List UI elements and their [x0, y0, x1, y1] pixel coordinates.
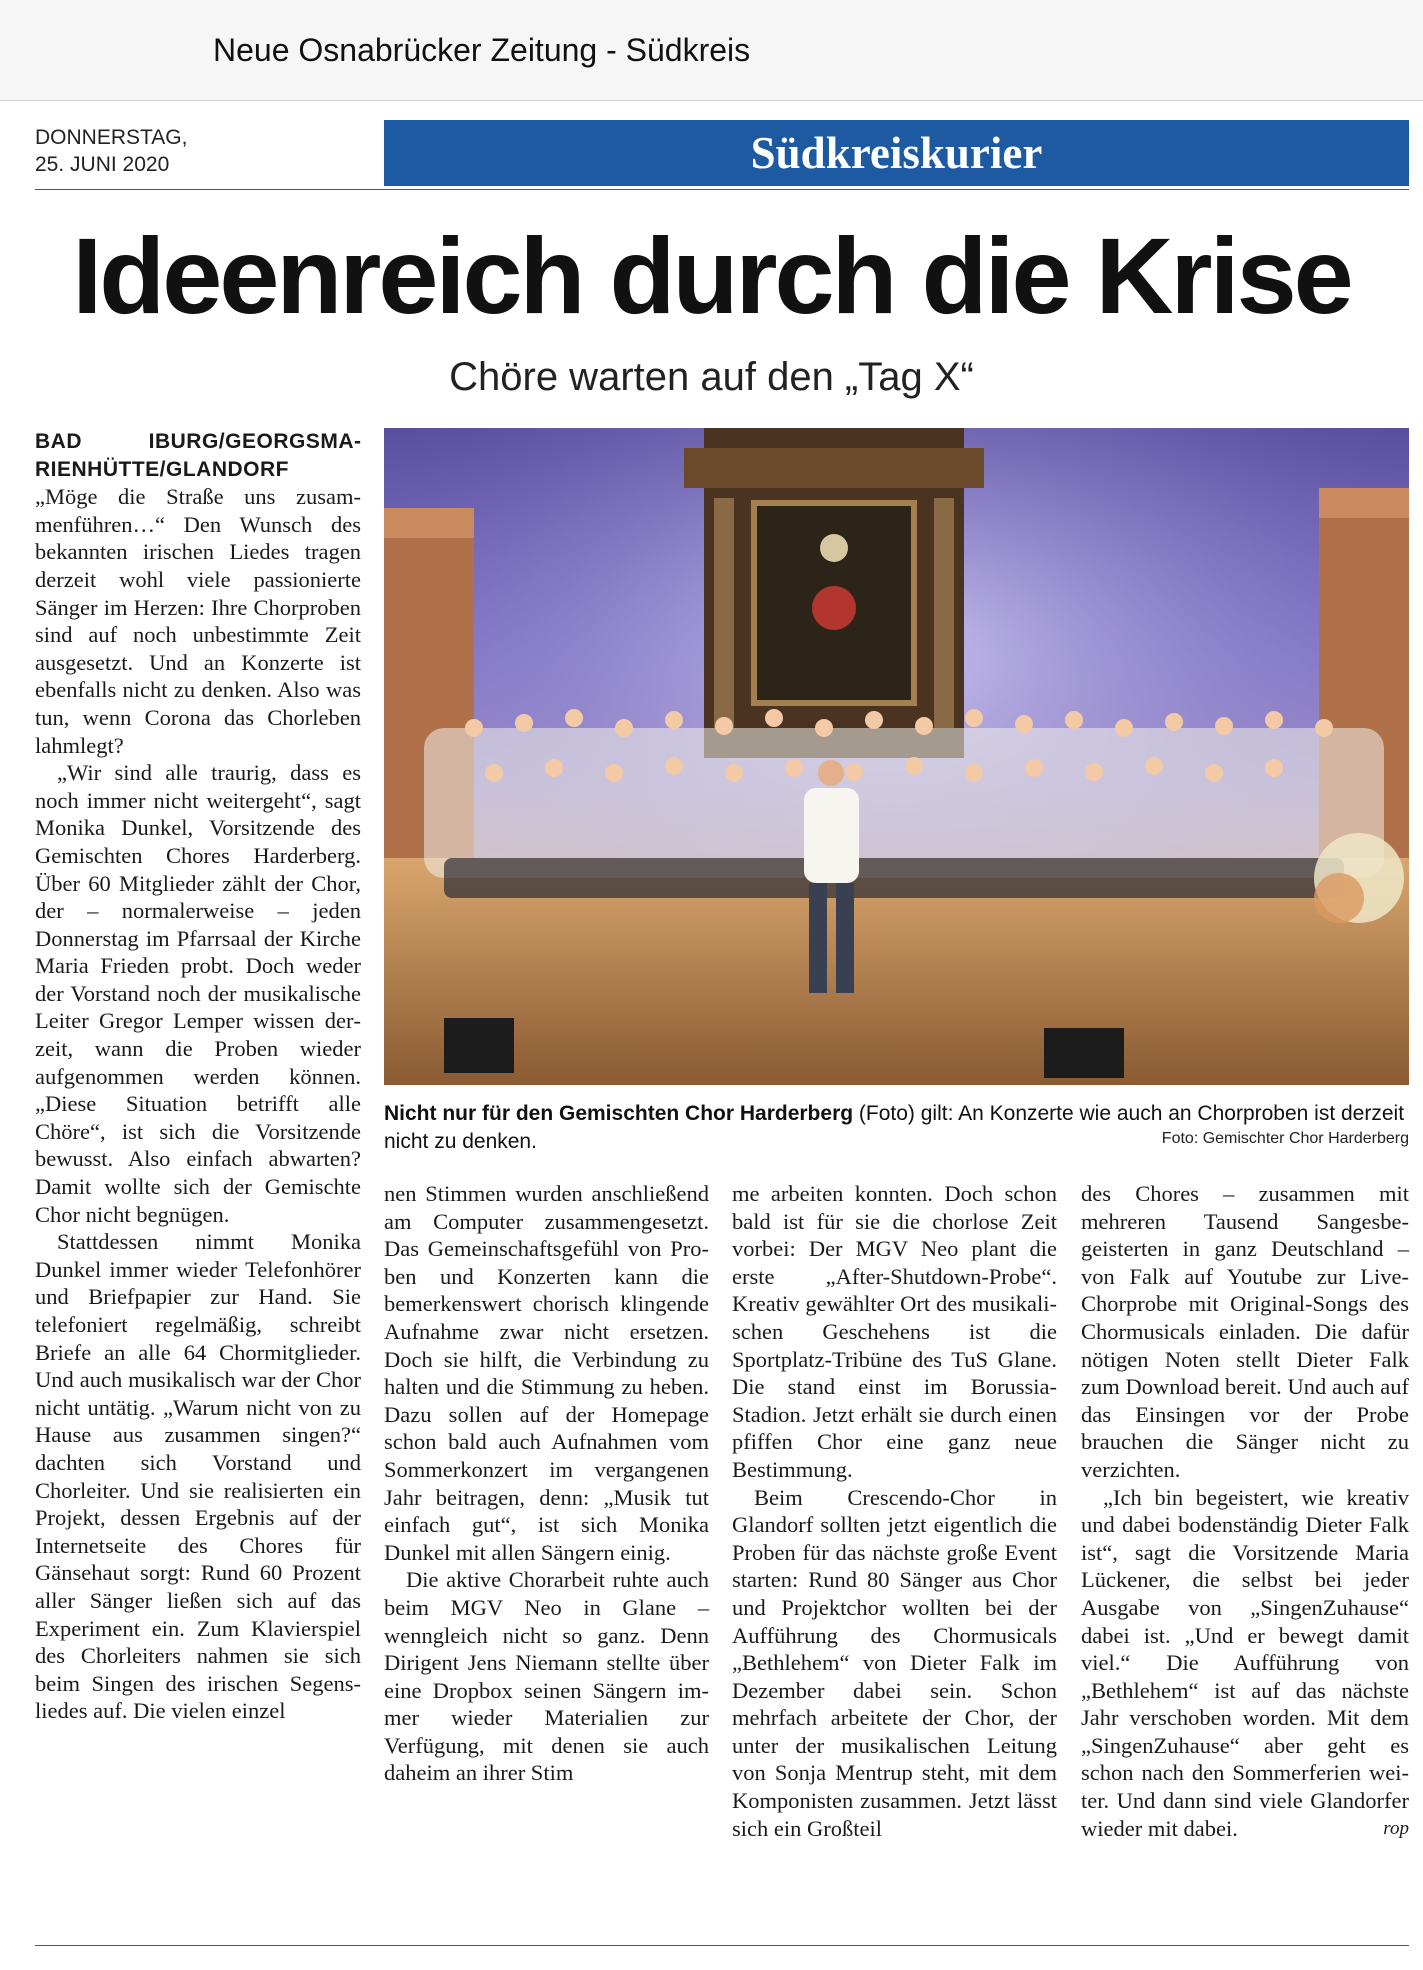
- issue-weekday: DONNERSTAG,: [35, 126, 188, 149]
- paragraph: me arbeiten konnten. Doch schon bald ist für sie die chorlose Zeit vorbei: Der MGV Neo plant die erste „After-Shutdown-Probe“. Kreativ gewählter Ort des musikalischen Geschehens ist die Sportplatz-Tribüne des TuS Glane. Die stand einst im Borussia-Stadion. Jetzt erhält sie durch einen pfiffen Chor eine ganz neue Bestimmung.: [732, 1181, 1057, 1482]
- article-column-1: [35, 428, 361, 1725]
- choir-photo: [384, 428, 1409, 1085]
- app-title-bar: [0, 0, 1423, 101]
- bottom-divider: [35, 1945, 1409, 1946]
- paragraph: nen Stimmen wurden anschließend am Computer zusammengesetzt. Das Gemeinschaftsgefühl von Proben und Konzerten kann die bemerkenswert chorisch klingende Aufnahme zwar nicht ersetzen. Doch sie hilft, die Verbindung zu halten und die Stimmung zu heben. Dazu sollen auf der Homepage schon bald auch Aufnahmen vom Sommerkonzert im vergangenen Jahr beitragen, denn: „Musik tut einfach gut“, ist sich Monika Dunkel mit allen Sängern einig.: [384, 1181, 709, 1565]
- article-column-2: [384, 1180, 709, 1787]
- choir-photo-illustration: [384, 428, 1409, 1085]
- paragraph-text: „Ich bin begeistert, wie kreativ und dabei bodenständig Dieter Falk ist“, sagt die Vorsitzende Maria Lückener, die selbst bei jeder Ausgabe von „SingenZuhause“ dabei ist. „Und er bewegt damit viel.“ Die Aufführung von „Bethlehem“ ist auf das nächste Jahr verschoben worden. Mit dem „SingenZuhause“ aber geht es schon nach den Sommerferien weiter. Und dann sind viele Glandorfer wieder mit dabei.: [1081, 1484, 1409, 1841]
- paragraph: [1081, 1484, 1409, 1843]
- app-title: Neue Osnabrücker Zeitung - Südkreis: [213, 32, 751, 68]
- issue-day: 25. JUNI 2020: [35, 153, 170, 176]
- paragraph: Die aktive Chorarbeit ruhte auch beim MGV Neo in Glane – wenngleich nicht so ganz. Denn Dirigent Jens Niemann stellte über eine Dropbox seinen Sängern immer wieder Materialien zur Verfügung, mit denen sie auch daheim an ihrer Stim: [384, 1567, 709, 1786]
- section-name: Südkreiskurier: [750, 128, 1043, 178]
- article-headline: Ideenreich durch die Krise: [72, 215, 1351, 336]
- article-subheadline: Chöre warten auf den „Tag X“: [449, 355, 974, 399]
- issue-date: [35, 124, 187, 178]
- paragraph: Beim Crescendo-Chor in Glandorf sollten jetzt eigentlich die Proben für das nächste große Event starten: Rund 80 Sänger aus Chor und Projektchor wollten bei der Aufführung des Chormusicals „Bethlehem“ von Dieter Falk im Dezember dabei sein. Schon mehrfach arbeitete der Chor, der unter der musikalischen Leitung von Sonja Mentrup steht, mit dem Komponisten zusammen. Jetzt lässt sich ein Großteil: [732, 1484, 1057, 1841]
- top-divider: [35, 189, 1409, 190]
- paragraph: „Wir sind alle traurig, dass es noch immer nicht weitergeht“, sagt Monika Dunkel, Vorsitzende des Gemischten Chores Harderberg. Über 60 Mitglieder zählt der Chor, der – normalerweise – jeden Donnerstag im Pfarrsaal der Kirche Maria Frieden probt. Doch weder der Vorstand noch der musikalische Leiter Gregor Lemper wissen derzeit, wann die Proben wieder aufgenommen werden können. „Diese Situation betrifft alle Chöre“, ist sich die Vorsitzende bewusst. Also einfach abwarten? Damit wollte sich der Gemischte Chor nicht begnügen.: [35, 760, 361, 1227]
- paragraph: des Chores – zusammen mit mehreren Tausend Sangesbegeisterten in ganz Deutschland – von Falk auf Youtube zur Live-Chorprobe mit Original-Songs des Chormusicals einladen. Die dafür nötigen Noten stellt Dieter Falk zum Download bereit. Und auch auf das Einsingen vor der Probe brauchen die Sänger nicht zu verzichten.: [1081, 1181, 1409, 1482]
- section-banner: [384, 120, 1409, 186]
- photo-credit: Foto: Gemischter Chor Harderberg: [1161, 1130, 1409, 1147]
- article-column-4: [1081, 1180, 1409, 1842]
- article-dateline: BAD IBURG/GEORGSMARIENHÜTTE/GLANDORF: [35, 430, 361, 481]
- paragraph: Stattdessen nimmt Monika Dunkel immer wieder Telefonhörer und Briefpapier zur Hand. Sie telefoniert regelmäßig, schreibt Briefe an alle 64 Chormitglieder. Und auch musikalisch war der Chor nicht untätig. „Warum nicht von zu Hause aus zusammen singen?“ dachten sich Vorstand und Chorleiter. Und sie realisierten ein Projekt, dessen Ergebnis auf der Internetseite des Chores für Gänsehaut sorgt: Rund 60 Prozent aller Sänger ließen sich auf das Experiment ein. Zum Klavierspiel des Chorleiters nahmen sie sich beim Singen des irischen Segensliedes auf. Die vielen einzel: [35, 1229, 361, 1724]
- author-initials: rop: [1383, 1817, 1409, 1839]
- caption-lead: Nicht nur für den Gemischten Chor Harderberg: [384, 1102, 854, 1125]
- caption-text: (Foto) gilt: An Konzerte wie auch an Chorproben ist derzeit nicht zu denken.: [384, 1102, 1405, 1153]
- article-column-3: [732, 1180, 1057, 1842]
- paragraph: „Möge die Straße uns zusammenführen…“ Den Wunsch des bekannten irischen Liedes tragen derzeit wohl viele passionierte Sänger im Herzen: Ihre Chorproben sind auf noch unbestimmte Zeit ausgesetzt. Und an Konzerte ist ebenfalls nicht zu denken. Also was tun, wenn Corona das Chorleben lahmlegt?: [35, 484, 361, 758]
